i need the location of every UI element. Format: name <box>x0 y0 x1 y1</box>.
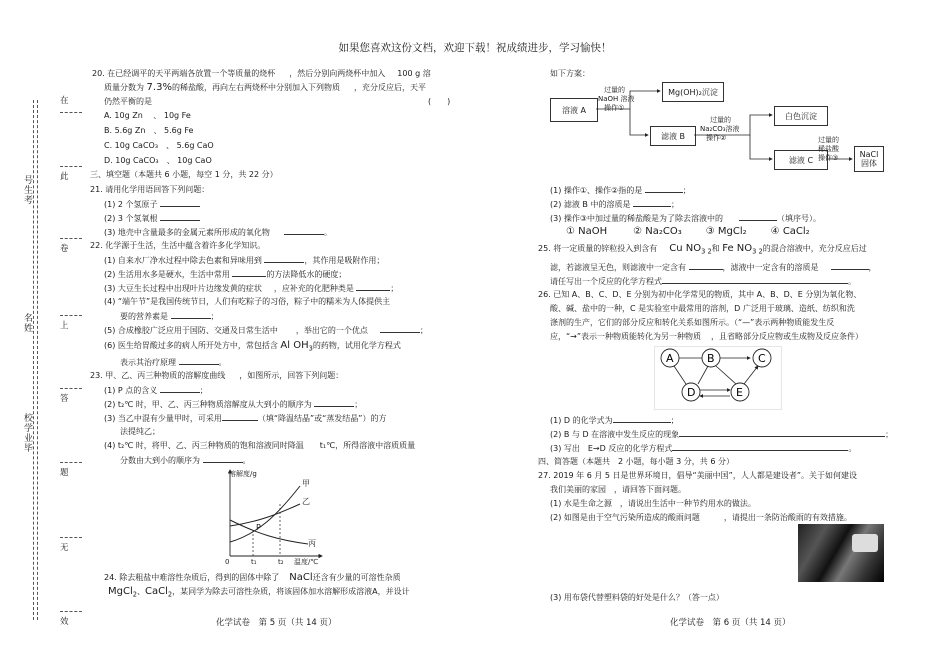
relationship-diagram <box>654 346 782 410</box>
text: NaCl <box>289 572 313 583</box>
answer-blank[interactable] <box>739 212 777 221</box>
option[interactable]: ④ CaCl₂ <box>770 226 810 237</box>
margin-dash <box>60 112 82 113</box>
t1-label: t₁ <box>251 558 257 566</box>
series-label-bing: 丙 <box>308 539 316 548</box>
text: ； <box>390 284 399 293</box>
node-label-a: A <box>666 352 674 365</box>
text: ，且省略部分反应物或生成物及反应条件） <box>711 332 863 341</box>
text: (3) 操作③中加过量的稀盐酸是为了除去溶液中的 <box>550 214 724 223</box>
answer-blank[interactable] <box>179 356 219 365</box>
q23-s3-cont: 法提纯乙； <box>120 427 160 436</box>
text: (1) P 点的含义 <box>104 386 158 395</box>
q20-line3: 仍然平衡的是 <box>104 97 152 106</box>
answer-blank[interactable] <box>645 184 683 193</box>
text: ； <box>885 430 894 439</box>
text: 的稀盐酸，再向左右两烧杯中分别加入下列物质 <box>171 83 340 92</box>
text: 还含有少量的可溶性杂质 <box>312 573 401 582</box>
margin-dash <box>60 238 82 239</box>
text: 100 g 溶 <box>397 69 431 78</box>
text: ，某同学为除去可溶性杂质 <box>172 587 269 596</box>
flow-s3 <box>550 212 821 224</box>
q26-s3 <box>550 442 856 454</box>
text: (4) “端午节”是我国传统节日 <box>104 297 207 306</box>
text: 。 <box>848 444 857 453</box>
text: (2) 3 个氢氧根 <box>104 214 158 223</box>
text: 应，“→”表示一种物质能转化为另一种物质 <box>550 332 701 341</box>
q22-s4-cont <box>120 310 219 322</box>
q26-line3 <box>550 317 834 328</box>
answer-blank[interactable] <box>380 324 420 333</box>
text: (1) 自来水厂净水过程中除去色素和异味用到 <box>104 256 262 265</box>
curve-jia <box>230 486 300 542</box>
text: （“—”表示两种物质能发生反 <box>734 318 835 327</box>
flow-arrow <box>750 135 772 159</box>
flow-box-filtrate-b: 滤液 B <box>650 126 696 146</box>
flow-box-filtrate-c: 滤液 C <box>774 150 828 170</box>
text: (3) 地壳中含量最多的金属元素所形成的氧化物 <box>104 228 270 237</box>
text: Cu NO <box>669 243 702 254</box>
flow-s1 <box>550 184 691 196</box>
text: 涤剂的生产，它们的部分反应和转化关系如图所示。 <box>550 318 734 327</box>
text: 、 <box>137 587 145 596</box>
text: (2) t₂℃ 时，甲、乙、丙三种物质溶解度从大到小的顺序为 <box>104 400 312 409</box>
solubility-curve-figure <box>218 464 328 566</box>
flow-box-mgoh2: Mg(OH)₂沉淀 <box>662 82 724 102</box>
answer-blank[interactable] <box>222 412 258 421</box>
margin-label: 上 <box>60 321 69 331</box>
text: t₁℃，所得溶液中溶质质量 <box>319 441 416 450</box>
answer-blank[interactable] <box>314 398 354 407</box>
q21-s2 <box>104 212 200 224</box>
node-label-c: C <box>758 352 766 365</box>
margin-dash <box>60 388 82 389</box>
text: 。 <box>323 228 332 237</box>
text: 25. 将一定质量的锌粒投入到含有 <box>538 244 658 253</box>
text: ，举出它的一个优点 <box>295 326 368 335</box>
text: 。 <box>848 277 856 286</box>
curve-yi <box>230 504 300 526</box>
q27-s1: (1) 水是生命之源 ，请说出生活中一种节约用水的做法。 <box>550 499 756 508</box>
text: ，充分反应后过 <box>810 244 867 253</box>
text: (2) 如图是由于空气污染所造成的酸雨问题 <box>550 513 700 522</box>
origin-label: 0 <box>225 558 230 566</box>
text: 过量的 <box>604 86 625 94</box>
answer-blank[interactable] <box>356 282 390 291</box>
q23-title <box>90 370 343 381</box>
flow-intro: 如下方案： <box>550 69 590 78</box>
q24-line2: MgCl$_2$、CaCl$_2$，某同学为除去可溶性杂质，将该固体加水溶解形成溶液A，并设计 <box>108 586 410 599</box>
q22-s5 <box>104 324 428 336</box>
flow-box-white-precipitate: 白色沉淀 <box>774 106 828 126</box>
margin-label: 答 <box>60 394 69 404</box>
text: 操作① <box>604 104 625 112</box>
text: ，D 广泛用于玻璃、造纸、纺织和洗 <box>726 304 855 313</box>
margin-label: 题 <box>60 468 69 478</box>
node-label-b: B <box>707 352 715 365</box>
flow-box-nacl-solid: NaCl 固体 <box>854 146 884 172</box>
text: A，并设计 <box>372 587 410 596</box>
photo-detail <box>852 534 878 552</box>
answer-blank[interactable] <box>672 442 848 451</box>
op1-label <box>598 86 635 113</box>
q22-title: 22. 化学源于生活，生活中蕴含着许多化学知识。 <box>90 241 266 250</box>
answer-blank[interactable] <box>171 310 211 319</box>
text: ，将该固体加水溶解形成溶液 <box>268 587 373 596</box>
text: ； <box>419 326 428 335</box>
option[interactable]: ② Na₂CO₃ <box>633 226 682 237</box>
text: (1) 操作①、操作②指的是 <box>550 186 643 195</box>
margin-dash <box>60 462 82 463</box>
q20-answer-paren[interactable]: ( ) <box>428 97 451 106</box>
text: Al OH <box>280 340 309 351</box>
margin-dash <box>60 315 82 316</box>
text: 7.3% <box>146 82 172 93</box>
banner: 如果您喜欢这份文档，欢迎下载！祝成绩进步，学习愉快！ <box>338 42 612 54</box>
answer-blank[interactable] <box>679 428 885 437</box>
margin-dash <box>60 166 82 167</box>
q25-line2 <box>550 261 877 273</box>
text: MgCl <box>108 586 133 597</box>
q21-s3 <box>104 226 332 238</box>
text: ； <box>199 386 208 395</box>
text: ，然后分别向两烧杯中加入 <box>289 69 386 78</box>
q21-s1 <box>104 198 200 210</box>
q20-option-c[interactable]: C. 10g CaCO₃ 、 5.6g CaO <box>104 141 214 150</box>
page-footer-right: 化学试卷 第 6 页（共 14 页） <box>670 618 791 628</box>
answer-blank[interactable] <box>232 268 266 277</box>
text: NaOH 溶液 <box>598 95 635 103</box>
text: ，其中 A、B、D、E 分别为氧化物、 <box>730 290 862 299</box>
q26-s1 <box>550 414 679 426</box>
q27-s3: (3) 用布袋代替塑料袋的好处是什么？（答一点） <box>550 593 724 602</box>
page-footer-left: 化学试卷 第 5 页（共 14 页） <box>216 618 337 628</box>
flow-s2 <box>550 198 679 210</box>
q20-line1 <box>92 68 431 79</box>
text: ，得到的固体中除了 <box>207 573 280 582</box>
text: ，请提出一条防治酸雨的有效措施。 <box>723 513 852 522</box>
text: （填“降温结晶”或“蒸发结晶”）的方 <box>257 414 387 423</box>
op3-label <box>818 136 839 163</box>
text: 和 <box>711 244 720 253</box>
text: 27. 2019 年 6 月 5 日是世界环境日 <box>538 471 669 480</box>
q25-line1: 25. 将一定质量的锌粒投入到含有 Cu $NO_{3 2}$和 Fe $NO_{3 2}$的混合溶液中，充分反应后过 <box>538 243 867 256</box>
text: 质量分数为 <box>104 83 144 92</box>
text: (5) 合成橡胶广泛应用于国防、交通及日常生活中 <box>104 326 278 335</box>
point-p-label: P <box>256 523 261 532</box>
q20-option-d[interactable]: D. 10g CaCO₃ 、 10g CaO <box>104 156 212 165</box>
margin-label: 此 <box>60 172 69 182</box>
q22-s6: (6) 医生给胃酸过多的病人所开处方中，常包括含 Al $OH_3$的药物，试用化学方程式 <box>104 340 401 353</box>
text: ， <box>868 263 877 272</box>
text: 23. 甲、乙、丙三种物质的溶解度曲线 <box>90 371 226 380</box>
flow-s3-options <box>566 226 810 237</box>
edge-b-d <box>698 366 708 384</box>
text: (3) 当乙中混有少量甲时 <box>104 414 190 423</box>
margin-label: 在 <box>60 96 69 106</box>
text: 的药物，试用化学方程式 <box>312 341 401 350</box>
q20-option-b[interactable]: B. 5.6g Zn 、 5.6g Fe <box>104 126 194 135</box>
text: ，滤液中一定含有的溶质是 <box>722 263 819 272</box>
margin-dash <box>60 537 82 538</box>
section-3-heading: 三、填空题（本题共 6 小题，每空 1 分，共 22 分） <box>90 170 278 179</box>
q26-s2 <box>550 428 893 440</box>
q26-line4 <box>550 331 863 342</box>
answer-blank[interactable] <box>160 384 200 393</box>
text: 稀盐酸 <box>818 145 839 153</box>
text: (6) 医生给胃酸过多的病人所开处方中 <box>104 341 238 350</box>
text: 。 <box>218 358 227 367</box>
q22-s6-cont <box>120 356 227 368</box>
text: ，则滤液中一定含有 <box>614 263 686 272</box>
text: 过量的 <box>710 116 731 124</box>
answer-blank[interactable] <box>264 254 304 263</box>
node-label-d: D <box>687 386 696 399</box>
text: (2) B 与 D 在溶液中发生反应的现象 <box>550 430 680 439</box>
series-label-yi: 乙 <box>302 497 310 506</box>
text: (4) t₂℃ 时，将甲、乙、丙三种物质的饱和溶液同时降温 <box>104 441 304 450</box>
edge-b-e <box>716 366 736 384</box>
text: ，C 是实验室中最常用的溶剂 <box>622 304 727 313</box>
q23-s4 <box>104 440 415 451</box>
section-4-heading: 四、简答题（本题共 2 小题，每小题 3 分，共 6 分） <box>538 457 734 466</box>
edge-e-c <box>744 366 758 384</box>
text: 操作③ <box>818 154 839 162</box>
answer-blank[interactable] <box>613 414 671 423</box>
answer-blank[interactable] <box>689 261 723 270</box>
answer-blank[interactable] <box>284 226 324 235</box>
x-axis-label: 温度/℃ <box>294 558 319 566</box>
text: 20. 在已经调平的天平两端各放置一个等质量的烧杯 <box>92 69 276 78</box>
margin-field-name: 名姓 <box>24 314 34 334</box>
text: ，可采用 <box>189 414 222 423</box>
node-label-e: E <box>736 386 743 399</box>
text: （填序号）。 <box>777 214 822 223</box>
text: 滤，若滤液呈无色 <box>550 263 614 272</box>
option[interactable]: ① NaOH <box>566 226 608 237</box>
text: ，常包括含 <box>237 341 278 350</box>
answer-blank[interactable] <box>633 198 671 207</box>
q27-s2 <box>550 512 852 523</box>
text: ，人们有吃粽子的习俗 <box>206 297 287 306</box>
text: ，如图所示，回答下列问题： <box>239 371 344 380</box>
option[interactable]: ③ MgCl₂ <box>705 226 747 237</box>
flow-box-solution-a: 溶液 A <box>550 98 598 122</box>
q27-line1 <box>538 470 857 481</box>
text: 酸、碱、盐中的一种 <box>550 304 622 313</box>
series-label-jia: 甲 <box>302 479 310 488</box>
margin-label: 效 <box>60 617 69 627</box>
edge-a-d <box>674 366 686 384</box>
margin-field-school: 校学业毕 <box>24 414 34 454</box>
q22-s2 <box>104 268 346 280</box>
text: (2) 生活用水多是硬水，生活中常用 <box>104 270 230 279</box>
text: ，其作用是吸附作用； <box>304 256 385 265</box>
q23-s3 <box>104 412 386 424</box>
text: Na₂CO₃溶液 <box>700 125 740 133</box>
text: 表示其治疗原理 <box>120 358 176 367</box>
margin-field-student-id: 号生考 <box>24 176 34 206</box>
answer-blank[interactable] <box>203 454 243 463</box>
answer-blank[interactable] <box>662 275 848 284</box>
text: ，粽子中的糯米为人体提供主 <box>286 297 391 306</box>
text: ； <box>671 200 679 209</box>
text: ，倡导“美丽中国”，人人都是建设者”。关于如何建设 <box>668 471 857 480</box>
q20-line2 <box>104 82 426 93</box>
q27-line2: 我们美丽的家园 ，请回答下面问题。 <box>550 485 686 494</box>
text: ，应补充的化肥种类是 <box>273 284 354 293</box>
margin-label: 卷 <box>60 244 69 254</box>
text: (1) 2 个氢原子 <box>104 200 158 209</box>
q22-s4 <box>104 296 390 307</box>
answer-blank[interactable] <box>831 261 869 270</box>
acid-rain-photo <box>798 524 884 582</box>
text: 26. 已知 A、B、C、D、E 分别为初中化学常见的物质 <box>538 290 731 299</box>
q23-s1 <box>104 384 208 396</box>
text: 分数由大到小的顺序为 <box>120 456 200 465</box>
answer-blank[interactable] <box>160 212 200 221</box>
q22-s1 <box>104 254 384 266</box>
text: 要的营养素是 <box>120 312 168 321</box>
answer-blank[interactable] <box>160 198 200 207</box>
text: 的方法降低水的硬度； <box>266 270 347 279</box>
q25-line3 <box>550 275 856 287</box>
t2-label: t₂ <box>278 558 284 566</box>
text: (2) 滤液 B 中的溶质是 <box>550 200 631 209</box>
margin-dash <box>60 611 82 612</box>
text: 过量的 <box>818 136 839 144</box>
q26-line1 <box>538 289 861 300</box>
y-axis-label: 溶解度/g <box>229 470 257 478</box>
text: ； <box>682 186 691 195</box>
text: ； <box>210 312 219 321</box>
q20-option-a[interactable]: A. 10g Zn 、 10g Fe <box>104 111 191 120</box>
text: 24. 除去粗盐中难溶性杂质后 <box>104 573 208 582</box>
q22-s3 <box>104 282 398 294</box>
text: (3) 大豆生长过程中出现叶片边缘发黄的症状 <box>104 284 262 293</box>
q24-line1 <box>104 572 401 583</box>
text: ； <box>354 400 363 409</box>
text: (3) 写出 E→D 反应的化学方程式 <box>550 444 673 453</box>
q23-s2 <box>104 398 362 410</box>
text: 请任写出一个反应的化学方程式 <box>550 277 662 286</box>
margin-dashed-line <box>37 100 38 620</box>
q21-title: 21. 请用化学用语回答下列问题： <box>90 185 210 194</box>
margin-label: 无 <box>60 543 69 553</box>
text: 。 <box>242 456 251 465</box>
op2-label <box>700 116 740 143</box>
text: ，充分反应后，天平 <box>353 83 426 92</box>
text: CaCl <box>145 586 168 597</box>
text: Fe NO <box>722 243 753 254</box>
q26-line2 <box>550 303 855 314</box>
text: 操作② <box>706 134 727 142</box>
text: 的混合溶液中 <box>762 244 811 253</box>
text: ； <box>670 416 679 425</box>
text: (1) D 的化学式为 <box>550 416 613 425</box>
